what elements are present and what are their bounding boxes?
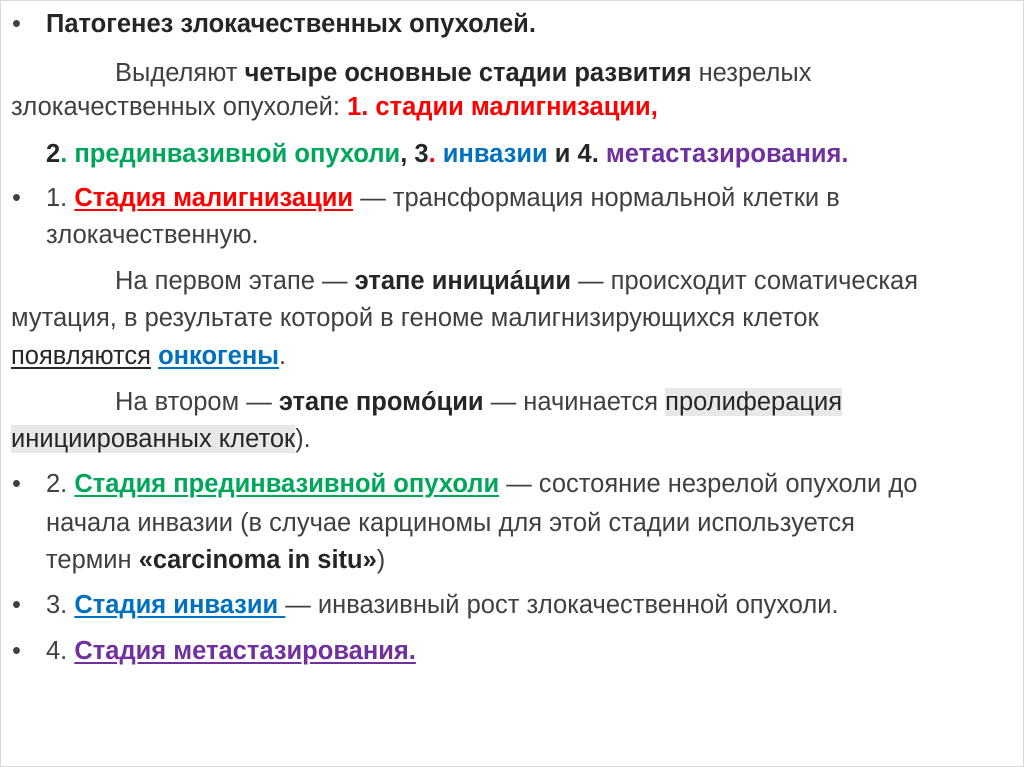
text-bold: этапе промóции xyxy=(278,388,484,416)
text: На втором — xyxy=(115,388,279,416)
text: Выделяют xyxy=(115,59,245,87)
text: 4. xyxy=(46,637,75,665)
text: ) xyxy=(376,546,386,574)
stage-2-title[interactable]: Стадия прединвазивной опухоли xyxy=(74,470,500,498)
heading-pathogenesis: Патогенез злокачественных опухолей. xyxy=(46,10,536,38)
text xyxy=(151,342,158,370)
stage-2-item-line2: начала инвазии (в случае карциномы для этой стадии используется xyxy=(46,509,855,537)
stage-3-item xyxy=(46,588,839,622)
initiation-line1 xyxy=(115,264,918,298)
text: На первом этапе — xyxy=(115,267,355,295)
stage-3-label: инвазии xyxy=(435,140,548,168)
paragraph-stages-line3 xyxy=(46,137,849,171)
text: термин xyxy=(46,546,139,574)
text-bold: «carcinoma in situ» xyxy=(138,546,377,574)
text: , 3 xyxy=(400,140,429,168)
stage-1-label: 1. стадии малигнизации, xyxy=(347,93,658,121)
text: . xyxy=(428,140,436,168)
text: — начинается xyxy=(483,388,666,416)
promotion-line1 xyxy=(115,385,842,419)
oncogenes-link[interactable]: онкогены xyxy=(158,342,280,370)
stage-2-item-line1 xyxy=(46,467,917,501)
text: 2. xyxy=(46,470,75,498)
stage-3-title[interactable]: Стадия инвазии xyxy=(74,591,286,619)
text-highlight: пролиферация xyxy=(665,388,843,416)
paragraph-stages-line2 xyxy=(11,90,658,124)
bullet-marker: • xyxy=(12,470,21,498)
stage-4-item xyxy=(46,634,416,668)
bullet-marker: • xyxy=(12,591,21,619)
text-highlight: инициированных клеток xyxy=(11,425,296,453)
text: и 4. xyxy=(547,140,606,168)
stage-1-item-line1 xyxy=(46,181,840,215)
promotion-line2 xyxy=(11,422,311,456)
stage-4-title[interactable]: Стадия метастазирования. xyxy=(74,637,416,665)
text: — происходит соматическая xyxy=(571,267,919,295)
stage-4-label: метастазирования. xyxy=(605,140,849,168)
stage-1-item-line2: злокачественную. xyxy=(46,221,259,249)
text: — состояние незрелой опухоли до xyxy=(499,470,918,498)
text: появляются xyxy=(11,342,151,370)
text: — трансформация нормальной клетки в xyxy=(353,184,840,212)
bullet-marker: • xyxy=(12,637,21,665)
text: 1. xyxy=(46,184,75,212)
initiation-line2: мутация, в результате которой в геноме малигнизирующихся клеток xyxy=(11,304,819,332)
bullet-marker: • xyxy=(12,184,21,212)
stage-2-item-line3 xyxy=(46,543,385,577)
paragraph-stages-line1 xyxy=(115,56,811,90)
text: незрелых xyxy=(691,59,812,87)
text: 3. xyxy=(46,591,75,619)
bullet-marker: • xyxy=(12,10,21,38)
text: 2 xyxy=(46,140,61,168)
initiation-line3 xyxy=(11,339,286,373)
text-bold: четыре основные стадии развития xyxy=(244,59,692,87)
text: ). xyxy=(295,425,311,453)
text-bold: этапе инициáции xyxy=(354,267,572,295)
text: . xyxy=(279,342,287,370)
stage-2-label: . прединвазивной опухоли xyxy=(60,140,401,168)
stage-1-title[interactable]: Стадия малигнизации xyxy=(74,184,354,212)
text: — инвазивный рост злокачественной опухоли. xyxy=(285,591,839,619)
text: злокачественных опухолей: xyxy=(11,93,348,121)
